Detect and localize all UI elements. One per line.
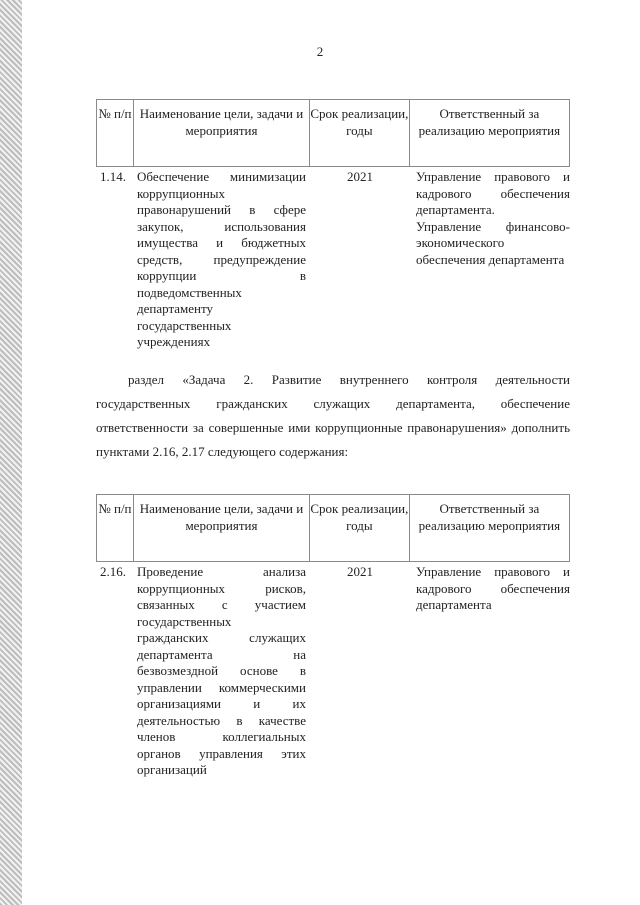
header-num: № п/п: [97, 100, 134, 166]
header-num: № п/п: [97, 495, 134, 561]
header-term: Срок реализации, годы: [310, 100, 410, 166]
measures-table-2: [96, 494, 570, 779]
scan-edge: [0, 0, 22, 905]
header-responsible: Ответственный за реализацию мероприятия: [418, 106, 561, 138]
row-responsible: Управление правового и кадрового обеспечения департамента: [416, 564, 570, 612]
row-num: 1.14.: [100, 169, 126, 184]
responsible-line-2: Управление финансово-экономического обеспечения департамента: [416, 218, 570, 267]
table-header: [96, 99, 570, 167]
row-year: 2021: [347, 169, 373, 184]
header-term: Срок реализации, годы: [310, 495, 410, 561]
row-name: Обеспечение минимизации коррупционных правонарушений в сфере закупок, использования имущества и бюджетных средств, предупреждение коррупции в подведомственных департаменту государственных учреждениях: [137, 169, 306, 349]
row-responsible: [410, 169, 570, 351]
measures-table-1: [96, 99, 570, 351]
table-row: [96, 167, 570, 351]
row-year: 2021: [347, 564, 373, 579]
table-header: [96, 494, 570, 562]
amendment-paragraph: [96, 368, 570, 464]
row-num: 2.16.: [100, 564, 126, 579]
header-name: Наименование цели, задачи и мероприятия: [134, 100, 310, 166]
page-number: 2: [316, 44, 324, 59]
header-responsible: Ответственный за реализацию мероприятия: [418, 501, 561, 533]
responsible-line-1: Управление правового и кадрового обеспечения департамента.: [416, 169, 570, 217]
header-name: Наименование цели, задачи и мероприятия: [134, 495, 310, 561]
table-row: [96, 562, 570, 779]
row-name: Проведение анализа коррупционных рисков, связанных с участием государственных гражданских служащих департамента на безвозмездной основе в управлении коммерческими организациями и их деятельностью в качестве членов коллегиальных органов управления этих организаций: [137, 564, 306, 777]
amendment-text: раздел «Задача 2. Развитие внутреннего контроля деятельности государственных гражданских служащих департамента, обеспечение ответственности за совершенные ими коррупционные правонарушения» дополнить пунктами 2.16, 2.17 следующего содержания:: [96, 372, 570, 459]
